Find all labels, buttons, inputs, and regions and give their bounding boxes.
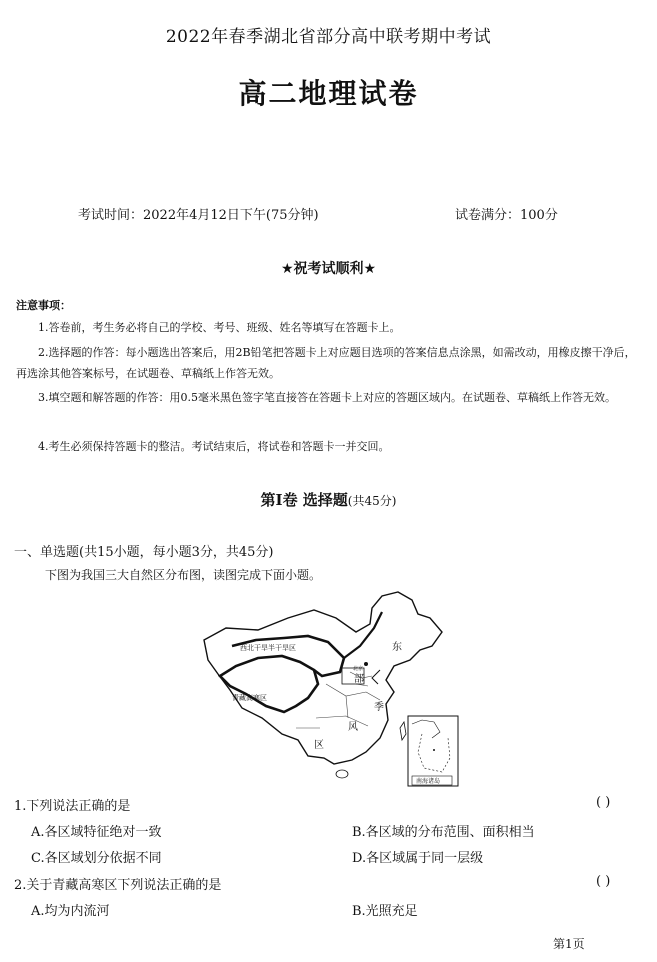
note-item-4: 4.考生必须保持答题卡的整洁。考试结束后，将试卷和答题卡一并交回。	[38, 440, 390, 453]
section-title: 第Ⅰ卷 选择题	[260, 491, 348, 509]
question-2-option-a: A.均为内流河	[31, 904, 110, 919]
bohai-coast	[372, 670, 380, 684]
question-1-option-c: C.各区域划分依据不同	[31, 851, 162, 866]
subject-title: 高二地理试卷	[238, 77, 419, 110]
label-inset: 南海诸岛	[416, 778, 441, 785]
inset-islands	[433, 749, 435, 751]
question-1-answer-blank: ( )	[596, 795, 611, 810]
note-item-3: 3.填空题和解答题的作答：用0.5毫米黑色签字笔直接答在答题卡上对应的答题区域内。在试题卷、草稿纸上作答无效。	[38, 391, 616, 404]
question-1-option-d: D.各区域属于同一层级	[352, 851, 484, 866]
tibet-boundary	[220, 656, 318, 712]
south-china-sea-inset	[408, 716, 458, 786]
question-2-stem: 2.关于青藏高寒区下列说法正确的是	[14, 878, 222, 893]
label-beijing: 北京	[353, 666, 364, 672]
note-item-1: 1.答卷前，考生务必将自己的学校、考号、班级、姓名等填写在答题卡上。	[38, 321, 401, 334]
subsection-heading: 一、单选题(共15小题，每小题3分，共45分)	[14, 545, 274, 560]
northwest-boundary	[232, 636, 344, 676]
label-tibet-region: 青藏高寒区	[232, 694, 267, 702]
good-luck-banner: ★祝考试顺利★	[280, 261, 377, 277]
question-1-stem: 1.下列说法正确的是	[14, 799, 131, 814]
taiwan-island	[400, 722, 406, 740]
label-east-2: 部	[354, 674, 364, 685]
full-score: 试卷满分：100分	[455, 208, 558, 223]
note-item-2: 2.选择题的作答：每小题选出答案后，用2B铅笔把答题卡上对应题目选项的答案信息点涂黑，如需改动，用橡皮擦干净后，再选涂其他答案标号，在试题卷、草稿纸上作答无效。	[16, 346, 636, 380]
label-east-1: 东	[392, 642, 402, 653]
exam-title: 2022年春季湖北省部分高中联考期中考试	[165, 27, 492, 47]
page-number: 第1页	[553, 937, 585, 951]
label-northwest-region: 西北干旱半干旱区	[240, 644, 296, 652]
hainan-island	[336, 770, 348, 778]
label-east-4: 风	[348, 722, 358, 733]
exam-time: 考试时间：2022年4月12日下午(75分钟)	[78, 208, 319, 223]
section-heading	[0, 489, 657, 510]
northeast-boundary	[344, 612, 382, 658]
label-east-3: 季	[374, 702, 384, 713]
beijing-marker	[364, 662, 368, 666]
china-natural-regions-map	[196, 588, 466, 792]
question-1-option-a: A.各区域特征绝对一致	[31, 825, 162, 840]
question-1-option-b: B.各区域的分布范围、面积相当	[352, 825, 535, 840]
question-2-answer-blank: ( )	[596, 874, 611, 889]
province-lines	[296, 672, 380, 728]
question-2-option-b: B.光照充足	[352, 904, 418, 919]
notes-title: 注意事项：	[16, 299, 71, 312]
china-outline	[204, 592, 442, 764]
label-east-5: 区	[314, 740, 324, 751]
question-intro: 下图为我国三大自然区分布图，读图完成下面小题。	[45, 568, 322, 582]
section-score: (共45分)	[347, 494, 397, 508]
